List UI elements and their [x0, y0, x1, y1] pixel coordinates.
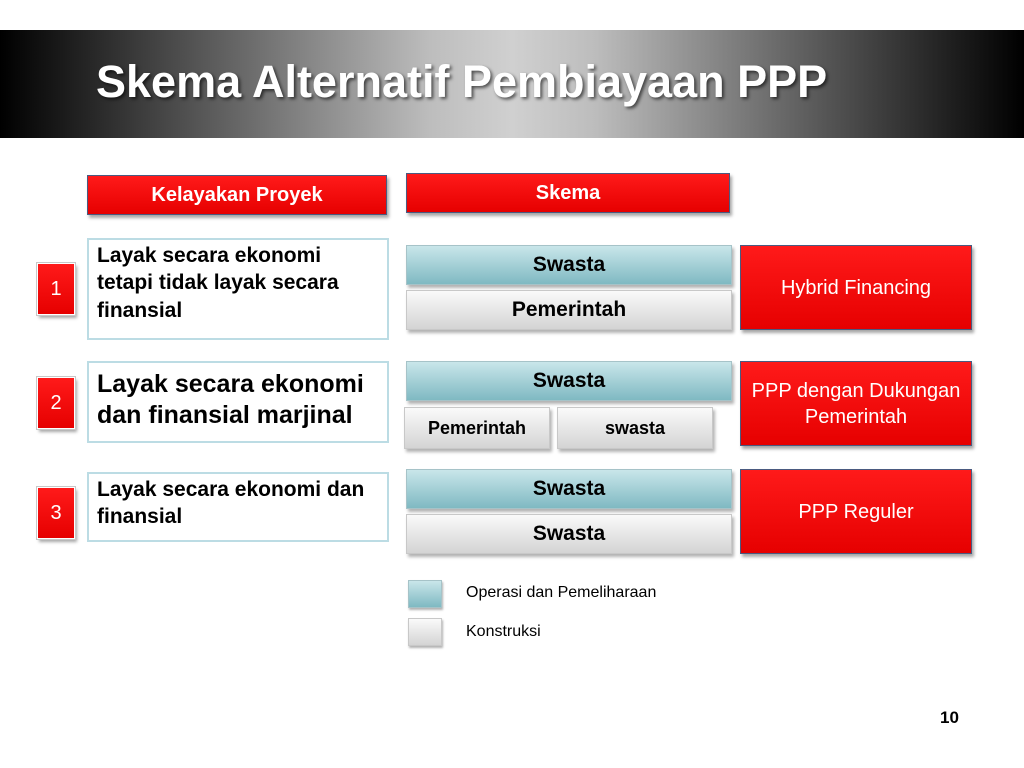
legend-swatch-operasi: [408, 580, 442, 608]
scheme-konstruksi-2b: swasta: [557, 407, 713, 449]
page-title: Skema Alternatif Pembiayaan PPP: [96, 56, 828, 107]
result-ppp-dukungan-pemerintah: PPP dengan Dukungan Pemerintah: [740, 361, 972, 446]
legend-label-operasi: Operasi dan Pemeliharaan: [466, 584, 657, 601]
result-hybrid-financing: Hybrid Financing: [740, 245, 972, 330]
criteria-box-1: Layak secara ekonomi tetapi tidak layak secara finansial: [87, 238, 389, 340]
legend-label-konstruksi: Konstruksi: [466, 623, 541, 640]
header-kelayakan-proyek: Kelayakan Proyek: [87, 175, 387, 215]
row-number-3: 3: [37, 487, 75, 539]
row-number-1: 1: [37, 263, 75, 315]
scheme-konstruksi-2a: Pemerintah: [404, 407, 550, 449]
criteria-box-2: Layak secara ekonomi dan finansial marjinal: [87, 361, 389, 443]
scheme-operasi-3: Swasta: [406, 469, 732, 509]
scheme-operasi-1: Swasta: [406, 245, 732, 285]
scheme-operasi-2: Swasta: [406, 361, 732, 401]
result-ppp-reguler: PPP Reguler: [740, 469, 972, 554]
page-number: 10: [940, 708, 959, 727]
scheme-konstruksi-3: Swasta: [406, 514, 732, 554]
header-skema: Skema: [406, 173, 730, 213]
row-number-2: 2: [37, 377, 75, 429]
criteria-box-3: Layak secara ekonomi dan finansial: [87, 472, 389, 542]
legend-swatch-konstruksi: [408, 618, 442, 646]
scheme-konstruksi-1: Pemerintah: [406, 290, 732, 330]
